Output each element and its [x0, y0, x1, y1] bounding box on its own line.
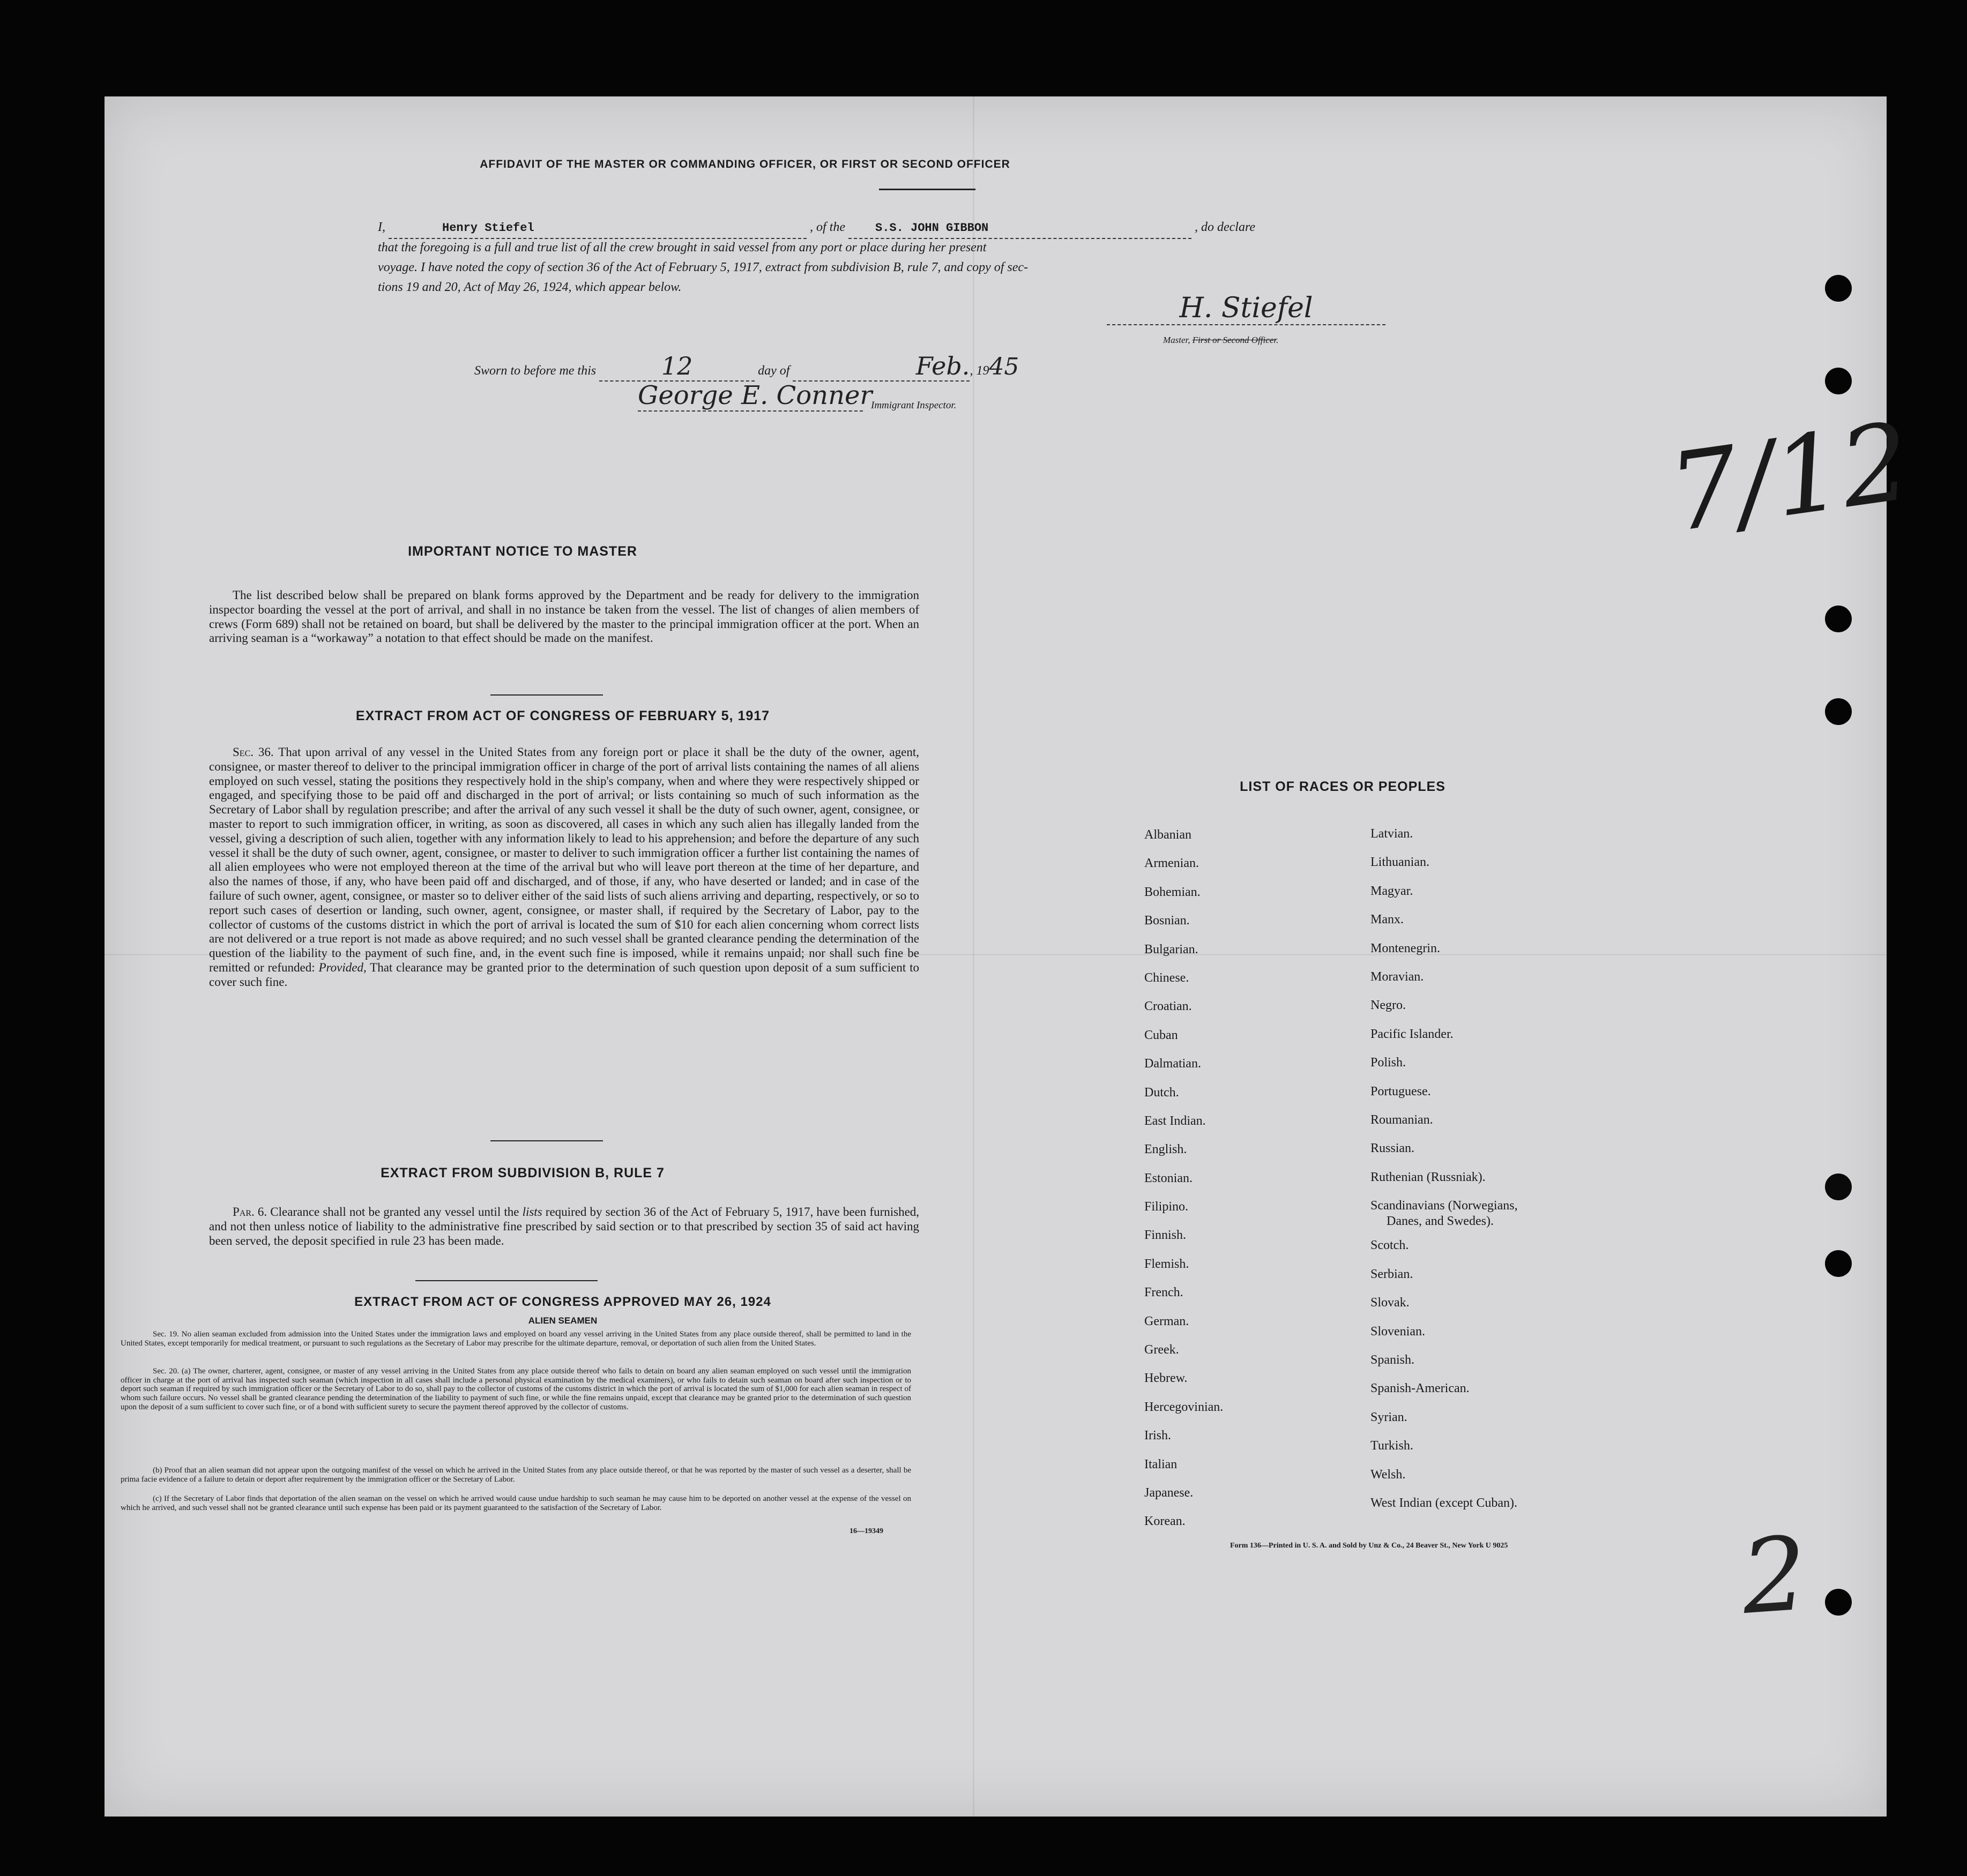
race-item: Flemish. — [1144, 1257, 1189, 1271]
race-item: Moravian. — [1370, 969, 1424, 984]
form-note: Form 136—Printed in U. S. A. and Sold by Unz & Co., 24 Beaver St., New York U 9025 — [1230, 1542, 1508, 1550]
race-item: German. — [1144, 1314, 1189, 1328]
race-item: Dutch. — [1144, 1085, 1179, 1100]
race-item: Hebrew. — [1144, 1371, 1188, 1386]
day-of-label: day of — [758, 364, 790, 378]
sworn-label: Sworn to before me this — [474, 364, 597, 378]
master-name-field[interactable]: Henry Stiefel — [389, 218, 807, 239]
races-column-1 — [1144, 828, 1359, 1543]
punch-hole — [1825, 1589, 1852, 1616]
inspector-label: Immigrant Inspector. — [871, 400, 957, 411]
race-item: Albanian — [1144, 828, 1191, 842]
races-column-2 — [1370, 827, 1638, 1524]
race-item: East Indian. — [1144, 1113, 1206, 1128]
notice-title: IMPORTANT NOTICE TO MASTER — [408, 544, 637, 559]
race-item: English. — [1144, 1142, 1187, 1157]
race-item: Danes, and Swedes). — [1387, 1214, 1494, 1229]
punch-hole — [1825, 1250, 1852, 1277]
race-item: Japanese. — [1144, 1485, 1194, 1500]
race-item: Polish. — [1370, 1056, 1406, 1070]
race-item: Armenian. — [1144, 856, 1199, 871]
race-item: Roumanian. — [1370, 1112, 1433, 1127]
i-label: I, — [378, 220, 385, 234]
race-item: Estonian. — [1144, 1171, 1193, 1185]
master-signature: H. Stiefel — [1107, 292, 1385, 325]
punch-hole — [1825, 606, 1852, 632]
document-page — [105, 96, 1918, 1817]
race-item: Cuban — [1144, 1028, 1178, 1042]
races-title: LIST OF RACES OR PEOPLES — [1240, 779, 1446, 794]
race-item: Welsh. — [1370, 1467, 1406, 1482]
par6-text-b: required by section 36 of the Act of February 5, 1917, have been furnished, and not then unless notice of liability to the administrative fine prescribed by said section or to that prescribed by section 35 of said act having been served, the deposit specified in rule 23 has been made. — [209, 1205, 920, 1247]
notice-text: The list described below shall be prepared on blank forms approved by the Department and be ready for delivery to the immigration inspector boarding the vessel at the port of arrival, and shall in no instance be taken from the vessel. The list of changes of alien members of crews (Form 689) shall not be retained on board, but shall be delivered by the master to the principal immigration officer at the port. When an arriving seaman is a “workaway” a notation to that effect should be made on the manifest. — [209, 588, 919, 645]
race-item: Portuguese. — [1370, 1084, 1431, 1098]
affidavit-title: AFFIDAVIT OF THE MASTER OR COMMANDING OFFICER, OR FIRST OR SECOND OFFICER — [480, 158, 1010, 170]
race-item: Bulgarian. — [1144, 942, 1198, 956]
race-item: Finnish. — [1144, 1228, 1187, 1243]
race-item: Magyar. — [1370, 884, 1413, 898]
alien-seamen-subtitle: ALIEN SEAMEN — [528, 1316, 598, 1326]
race-item: French. — [1144, 1285, 1183, 1300]
declaration-line-3: tions 19 and 20, Act of May 26, 1924, which appear below. — [378, 280, 682, 294]
race-item: Turkish. — [1370, 1439, 1413, 1453]
declaration-fill-line — [378, 218, 1380, 239]
master-caption-prefix: Master, — [1163, 335, 1190, 345]
race-item: Ruthenian (Russniak). — [1370, 1170, 1486, 1184]
divider-3 — [415, 1280, 598, 1281]
sec20a-text: Sec. 20. (a) The owner, charterer, agent, consignee, or master of any vessel arriving in the United States from any place outside thereof who fails to detain on board any alien seaman employed on such vessel until the immigration officer in charge at the port of arrival has inspected such seaman (which inspection in all cases shall include a personal physical examination by the medical examiners), or who fails to detain such seaman on board after such inspection or to deport such seaman if required by such immigration officer or the Secretary of Labor to do so, shall pay to the collector of customs of the customs district in which the port of arrival is located the sum of $1,000 for each alien seaman in respect of whom such failure occurs. No vessel shall be granted clearance pending the determination of the liability to payment of such fine, or while the fine remains unpaid, except that clearance may be granted prior to the determination of such question upon the deposit of a sum sufficient to cover such fine, or of a bond with sufficient surety to secure the payment thereof approved by the collector of customs. — [121, 1367, 911, 1411]
race-item: Irish. — [1144, 1429, 1171, 1443]
extract-rule7-text — [209, 1205, 919, 1248]
race-item: Greek. — [1144, 1343, 1179, 1357]
race-item: Russian. — [1370, 1141, 1415, 1156]
punch-hole — [1825, 698, 1852, 725]
race-item: Bosnian. — [1144, 914, 1190, 928]
punch-hole — [1825, 1174, 1852, 1200]
race-item: Negro. — [1370, 998, 1406, 1013]
race-item: Spanish-American. — [1370, 1381, 1470, 1396]
vessel-name-field[interactable]: S.S. JOHN GIBBON — [848, 218, 1191, 239]
race-item: Slovak. — [1370, 1296, 1410, 1310]
race-item: Latvian. — [1370, 827, 1413, 841]
race-item: Italian — [1144, 1457, 1178, 1471]
sec20b-text: (b) Proof that an alien seaman did not appear upon the outgoing manifest of the vessel on which he arrived in the United States from any place outside thereof, or that he was reported by the master of such vessel as a deserter, shall be prima facie evidence of a failure to detain or deport after requirement by the immigration officer or the Secretary of Labor. — [121, 1466, 911, 1484]
sec19-text: Sec. 19. No alien seaman excluded from admission into the United States under the immigration laws and employed on board any vessel arriving in the United States from any place outside thereof, shall be permitted to land in the United States, except temporarily for medical treatment, or pursuant to such regulations as the Secretary of Labor may prescribe for the ultimate departure, removal, or deportation of such alien from the United States. — [121, 1330, 911, 1348]
sworn-month-field[interactable]: Feb. — [793, 352, 970, 382]
race-item: Bohemian. — [1144, 885, 1201, 899]
race-item: Croatian. — [1144, 999, 1192, 1014]
lists-word: lists — [522, 1205, 542, 1219]
sec20c-text: (c) If the Secretary of Labor finds that deportation of the alien seaman on the vessel on which he arrived would cause undue hardship to such seaman he may cause him to be deported on another vessel at the expense of the vessel on which he arrived, and such vessel shall not be granted clearance until such expense has been paid or its payment guaranteed to the satisfaction of the Secretary of Labor. — [121, 1494, 911, 1512]
sec36-end: That clearance may be granted prior to the determination of such question upon deposit of a sum sufficient to cover such fine. — [209, 960, 919, 989]
race-item: Manx. — [1370, 913, 1404, 927]
title-divider — [879, 189, 975, 190]
race-item: Chinese. — [1144, 970, 1189, 985]
extract-1917-text — [209, 745, 919, 990]
sworn-line — [474, 352, 1019, 382]
sworn-day-field[interactable]: 12 — [599, 352, 755, 382]
master-caption-suffix: . — [1276, 335, 1279, 345]
extract-1917-title: EXTRACT FROM ACT OF CONGRESS OF FEBRUARY 5, 1917 — [355, 708, 770, 723]
margin-note-top: 7/12 — [1661, 399, 1918, 557]
sec36-label: Sec. 36. — [233, 745, 274, 759]
race-item: Montenegrin. — [1370, 941, 1440, 955]
race-item: Serbian. — [1370, 1267, 1413, 1281]
extract-rule7-title: EXTRACT FROM SUBDIVISION B, RULE 7 — [381, 1165, 665, 1180]
divider-2 — [490, 1140, 603, 1141]
race-item: Filipino. — [1144, 1200, 1189, 1214]
race-item: Slovenian. — [1370, 1324, 1425, 1339]
divider-1 — [490, 694, 603, 696]
of-the-label: , of the — [810, 220, 845, 234]
race-item: Lithuanian. — [1370, 855, 1429, 870]
race-item: Hercegovinian. — [1144, 1400, 1224, 1414]
master-caption — [1163, 335, 1278, 346]
punch-hole — [1825, 368, 1852, 394]
provided-label: Provided, — [318, 960, 367, 974]
declaration-line-2: voyage. I have noted the copy of section 36 of the Act of February 5, 1917, extract from subdivision B, rule 7, and copy of sec- — [378, 260, 1029, 274]
punch-hole — [1825, 275, 1852, 302]
race-item: Korean. — [1144, 1514, 1186, 1529]
print-code: 16—19349 — [850, 1527, 883, 1535]
inspector-signature: George E. Conner — [638, 380, 873, 410]
race-item: Scandinavians (Norwegians, — [1370, 1199, 1518, 1213]
declaration-line-1: that the foregoing is a full and true list of all the crew brought in said vessel from any port or place during her present — [378, 241, 987, 255]
par6-label: Par. 6. — [233, 1205, 267, 1219]
race-item: West Indian (except Cuban). — [1370, 1496, 1517, 1510]
master-caption-struck: First or Second Officer — [1192, 335, 1277, 345]
year-prefix: , 19 — [970, 364, 989, 378]
race-item: Syrian. — [1370, 1410, 1407, 1424]
extract-1924-title: EXTRACT FROM ACT OF CONGRESS APPROVED MAY 26, 1924 — [354, 1295, 771, 1309]
race-item: Dalmatian. — [1144, 1057, 1201, 1071]
margin-note-bottom: 2 — [1738, 1514, 1811, 1637]
race-item: Pacific Islander. — [1370, 1027, 1454, 1041]
do-declare-label: , do declare — [1195, 220, 1256, 234]
sec36-body: That upon arrival of any vessel in the United States from any foreign port or place it shall be the duty of the owner, agent, consignee, or master thereof to deliver to the principal immigration officer in charge of the port of arrival lists containing the names of all aliens employed on such vessel, stating the positions they respectively hold in the ship's company, when and where they were respectively shipped or engaged, and specifying those to be paid off and discharged in the port of arrival; or lists containing so much of such information as the Secretary of Labor shall by regulation prescribe; and after the arrival of any such vessel it shall be the duty of such owner, agent, consignee, or master to report to such immigration officer, in writing, as soon as discovered, all cases in which any such alien has illegally landed from the vessel, giving a description of such alien, together with any information likely to lead to his apprehension; and before the departure of any such vessel it shall be the duty of such owner, agent, consignee, or master to deliver to such immigration officer a further list containing the names of all alien employees who were not employed thereon at the time of the arrival but who will leave port thereon at the time of her departure, and also the names of those, if any, who have been paid off and discharged, and of those, if any, who have deserted or landed; and in case of the failure of such owner, agent, consignee, or master so to deliver either of the said lists of such aliens arriving and departing, respectively, or so to report such cases of desertion or landing, such owner, agent, consignee, or master shall, if required by the Secretary of Labor, pay to the collector of customs of the customs district in which the port of arrival is located the sum of $10 for each alien concerning whom correct lists are not delivered or a true report is not made as above required; and no such vessel shall be granted clearance pending the determination of the question of the liability to the payment of such fine, and, in the event such fine is imposed, while it remains unpaid; nor shall such fine be remitted or refunded: — [209, 745, 919, 974]
sworn-year-field[interactable]: 45 — [989, 353, 1019, 380]
race-item: Scotch. — [1370, 1238, 1409, 1253]
par6-text-a: Clearance shall not be granted any vessel until the — [270, 1205, 519, 1219]
race-item: Spanish. — [1370, 1353, 1415, 1367]
